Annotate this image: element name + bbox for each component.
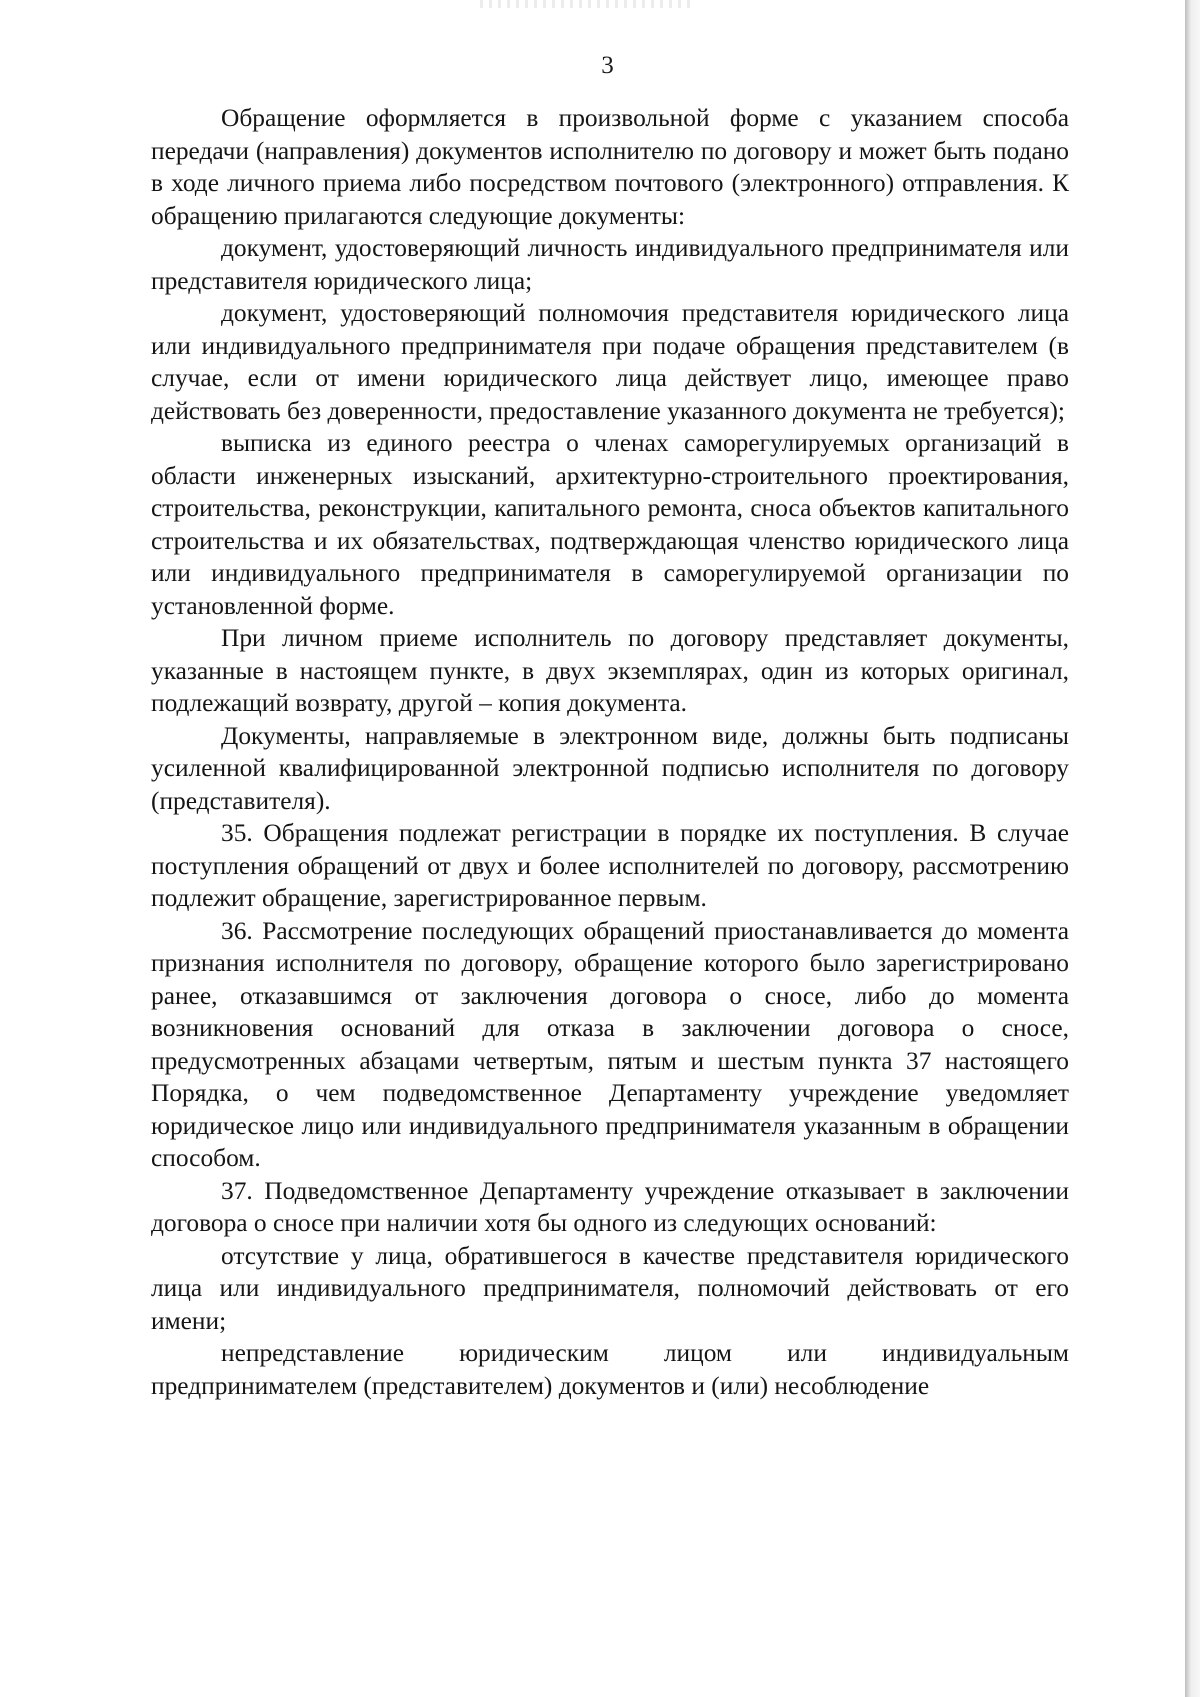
paragraph-electronic-documents: Документы, направляемые в электронном виде, должны быть подписаны усиленной квалифицированной электронной подписью исполнителя по договору (представителя). [151,721,1069,815]
document-body [151,102,1069,1402]
paragraph-clause-37: 37. Подведомственное Департаменту учреждение отказывает в заключении договора о сносе при наличии хотя бы одного из следующих оснований: [151,1176,1069,1237]
paragraph-clause-36: 36. Рассмотрение последующих обращений приостанавливается до момента признания исполнителя по договору, обращение которого было зарегистрировано ранее, отказавшимся от заключения договора о сносе, либо до момента возникновения оснований для отказа в заключении договора о сносе, предусмотренных абзацами четвертым, пятым и шестым пункта 37 настоящего Порядка, о чем подведомственное Департаменту учреждение уведомляет юридическое лицо или индивидуального предпринимателя указанным в обращении способом. [151,916,1069,1172]
paragraph-clause-35: 35. Обращения подлежат регистрации в порядке их поступления. В случае поступления обращений от двух и более исполнителей по договору, рассмотрению подлежит обращение, зарегистрированное первым. [151,819,1069,912]
paragraph-refusal-ground-authority: отсутствие у лица, обратившегося в качестве представителя юридического лица или индивидуального предпринимателя, полномочий действовать от его имени; [151,1241,1069,1335]
paragraph-registry-extract: выписка из единого реестра о членах саморегулируемых организаций в области инженерных изысканий, архитектурно-строительного проектирования, строительства, реконструкции, капитального ремонта, сноса объектов капитального строительства и их обязательствах, подтверждающая членство юридического лица или индивидуального предпринимателя в саморегулируемой организации по установленной форме. [151,429,1069,620]
paragraph-refusal-ground-documents: непредставление юридическим лицом или индивидуальным предпринимателем (представителем) документов и (или) несоблюдение [151,1339,1069,1400]
paragraph-authority-document: документ, удостоверяющий полномочия представителя юридического лица или индивидуального предпринимателя при подаче обращения представителем (в случае, если от имени юридического лица действует лицо, имеющее право действовать без доверенности, предоставление указанного документа не требуется); [151,299,1069,425]
scan-artifact [480,0,690,8]
page-number: 3 [601,52,614,79]
paragraph-identity-document: документ, удостоверяющий личность индивидуального предпринимателя или представителя юридического лица; [151,234,1069,295]
paragraph-personal-reception: При личном приеме исполнитель по договору представляет документы, указанные в настоящем пункте, в двух экземплярах, один из которых оригинал, подлежащий возврату, другой – копия документа. [151,624,1069,717]
page-edge-shadow [1185,0,1200,1697]
paragraph-appeal-form: Обращение оформляется в произвольной форме с указанием способа передачи (направления) документов исполнителю по договору и может быть подано в ходе личного приема либо посредством почтового (электронного) отправления. К обращению прилагаются следующие документы: [151,104,1069,230]
